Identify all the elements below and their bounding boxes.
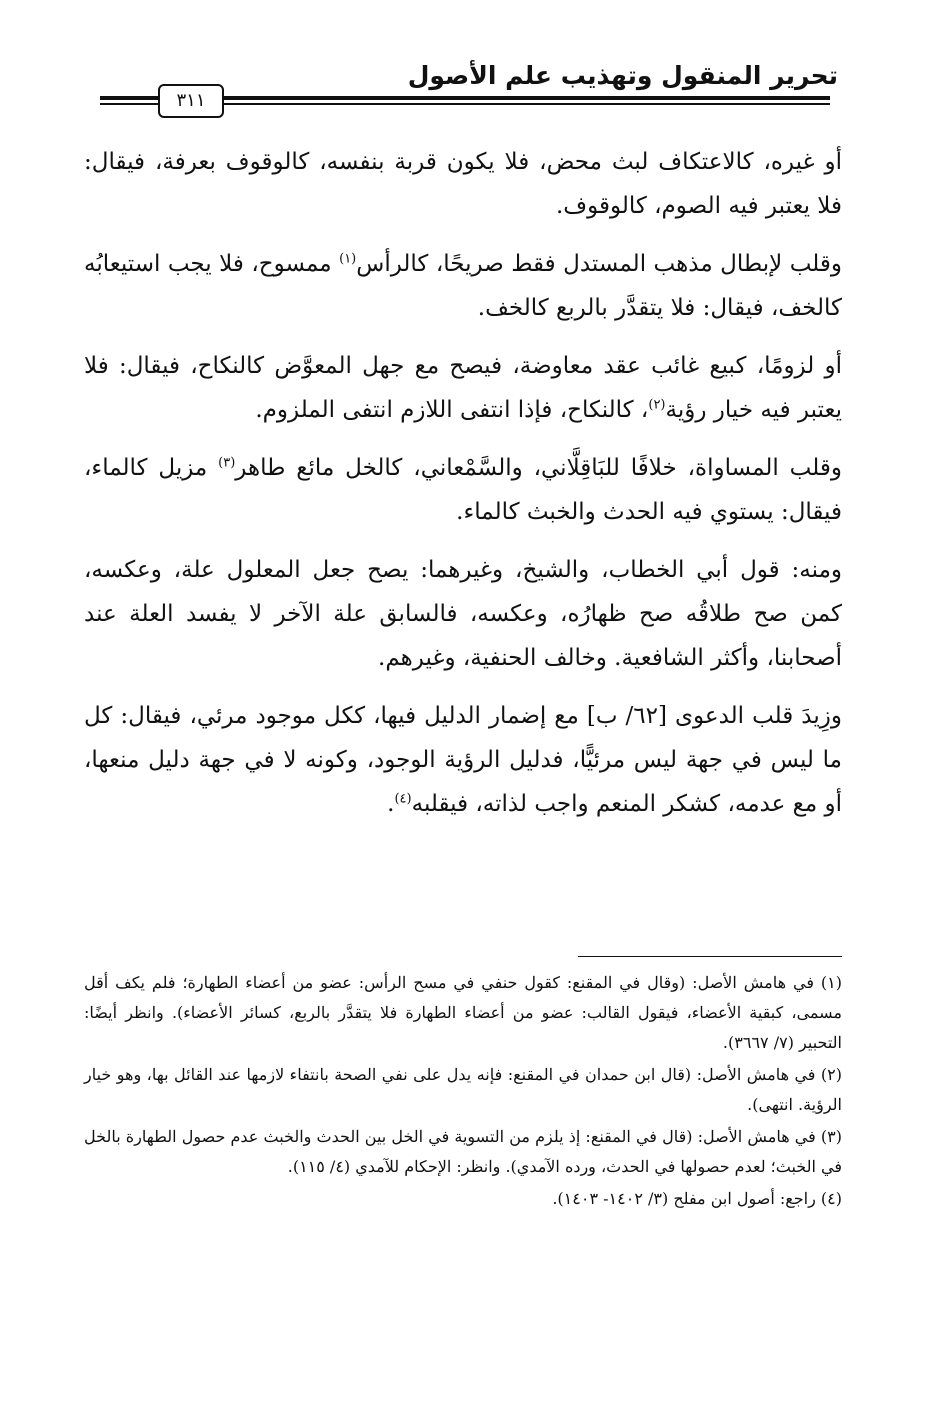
footnote-marker[interactable]: (١) <box>339 251 357 267</box>
footnotes <box>84 968 842 1216</box>
footnote-marker[interactable]: (٣) <box>218 455 236 471</box>
footnote: (٤) راجع: أصول ابن مفلح (٣/ ١٤٠٢- ١٤٠٣). <box>552 1189 842 1208</box>
footnote-marker[interactable]: (٢) <box>648 397 666 413</box>
running-header-title: تحرير المنقول وتهذيب علم الأصول <box>407 61 838 90</box>
footnote-separator <box>578 956 842 957</box>
paragraph: أو لزومًا، كبيع غائب عقد معاوضة، فيصح مع جهل المعوَّض كالنكاح، فيقال: فلا يعتبر فيه خيار رؤية$^{(٢)}$، كالنكاح، فإذا انتفى اللازم انتفى الملزوم. <box>84 353 842 423</box>
paragraph: أو غيره، كالاعتكاف لبث محض، فلا يكون قربة بنفسه، كالوقوف بعرفة، فيقال: فلا يعتبر فيه الصوم، كالوقوف. <box>84 149 842 219</box>
paragraph: ومنه: قول أبي الخطاب، والشيخ، وغيرهما: يصح جعل المعلول علة، وعكسه، كمن صح طلاقُه صح ظهارُه، وعكسه، فالسابق علة الآخر لا يفسد العلة عند أصحابنا، وأكثر الشافعية. وخالف الحنفية، وغيرهم. <box>84 557 842 671</box>
paragraph: وقلب المساواة، خلافًا للبَاقِلَّاني، والسَّمْعاني، كالخل مائع طاهر$^{(٣)}$ مزيل كالماء، فيقال: يستوي فيه الحدث والخبث كالماء. <box>84 455 842 525</box>
paragraph: وزِيدَ قلب الدعوى [٦٢/ ب] مع إضمار الدليل فيها، ككل موجود مرئي، فيقال: كل ما ليس في جهة ليس مرئيًّا، فدليل الرؤية الوجود، وكونه لا في جهة دليل منعها، أو مع عدمه، كشكر المنعم واجب لذاته، فيقلبه$^{(٤)}$. <box>84 703 842 817</box>
main-text <box>84 140 842 840</box>
page-number: ٣١١ <box>158 84 224 118</box>
paragraph: وقلب لإبطال مذهب المستدل فقط صريحًا، كالرأس$^{(١)}$ ممسوح، فلا يجب استيعابُه كالخف، فيقال: فلا يتقدَّر بالربع كالخف. <box>84 251 843 321</box>
footnote: (٣) في هامش الأصل: (قال في المقنع: إذ يلزم من التسوية في الخل بين الحدث والخبث عدم حصول الطهارة بالخل في الخبث؛ لعدم حصولها في الحدث، ورده الآمدي). وانظر: الإحكام للآمدي (٤/ ١١٥). <box>84 1127 842 1176</box>
footnote-marker[interactable]: (٤) <box>394 791 412 807</box>
footnote: (٢) في هامش الأصل: (قال ابن حمدان في المقنع: فإنه يدل على نفي الصحة بانتفاء لازمها عند القائل بها، وهو خيار الرؤية. انتهى). <box>84 1065 842 1114</box>
footnote: (١) في هامش الأصل: (وقال في المقنع: كقول حنفي في مسح الرأس: عضو من أعضاء الطهارة؛ فلم يكف أقل مسمى، كبقية الأعضاء، فيقول القالب: عضو من أعضاء الطهارة فلا يتقدَّر بالربع، كسائر الأعضاء). وانظر أيضًا: التحبير (٧/ ٣٦٦٧). <box>84 973 843 1052</box>
